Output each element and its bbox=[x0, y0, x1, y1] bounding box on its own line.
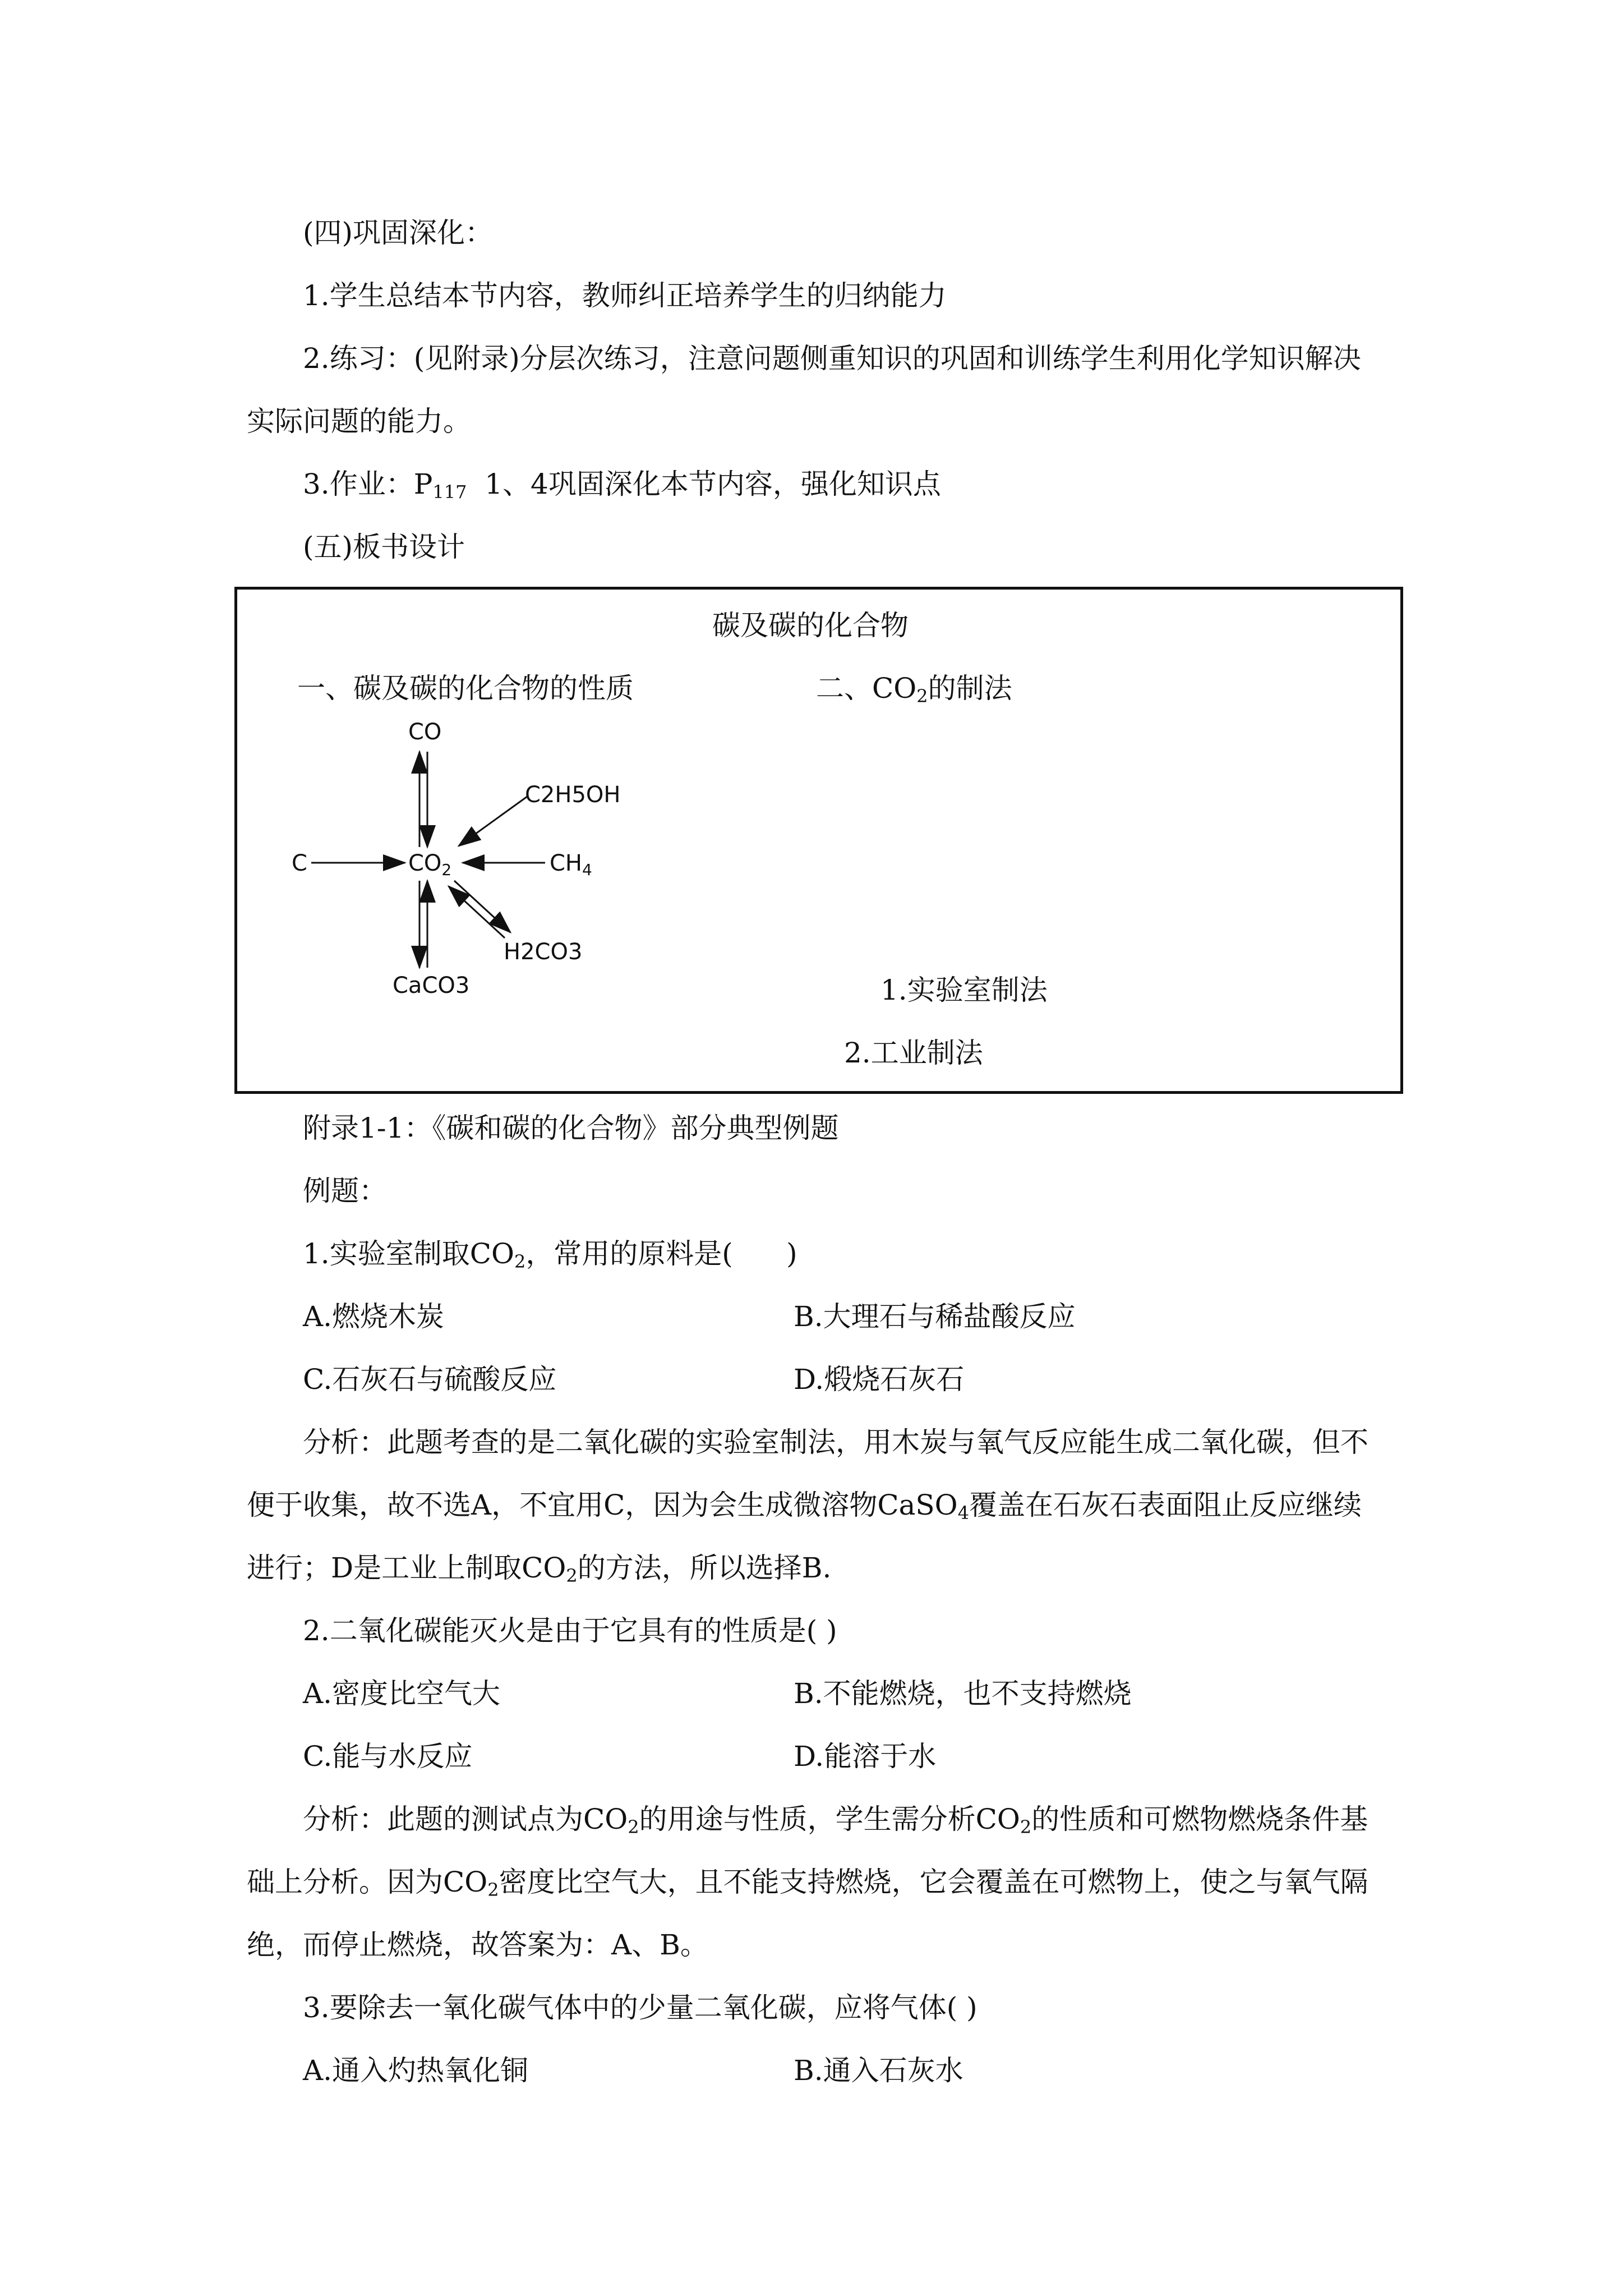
carbon-relation-diagram bbox=[280, 712, 662, 1004]
board-left-heading: 一、碳及碳的化合物的性质 bbox=[297, 672, 634, 705]
q2-option-c: C.能与水反应 bbox=[303, 1740, 473, 1773]
q1-analysis-line1: 分析：此题考查的是二氧化碳的实验室制法，用木炭与氧气反应能生成二氧化碳，但不 bbox=[303, 1426, 1368, 1458]
q1-stem: 1.实验室制取$CO_2$，常用的原料是( ) bbox=[303, 1237, 797, 1272]
q3-stem: 3.要除去一氧化碳气体中的少量二氧化碳，应将气体( ) bbox=[303, 1991, 978, 2024]
board-method2: 2.工业制法 bbox=[844, 1037, 983, 1069]
q2-analysis-line1: 分析：此题的测试点为$CO_2$的用途与性质，学生需分析$CO_2$的性质和可燃物燃烧条件基 bbox=[303, 1803, 1368, 1838]
board-method1: 1.实验室制法 bbox=[880, 974, 1048, 1006]
node-c2h5oh: C2H5OH bbox=[525, 782, 621, 808]
node-c: C bbox=[292, 850, 307, 876]
node-h2co3: H2CO3 bbox=[504, 939, 583, 965]
section4-item1: 1.学生总结本节内容，教师纠正培养学生的归纳能力 bbox=[303, 279, 947, 312]
section4-item2-line1: 2.练习：(见附录)分层次练习，注意问题侧重知识的巩固和训练学生利用化学知识解决 bbox=[303, 342, 1361, 375]
q1-analysis-line2: 便于收集，故不选A，不宜用C，因为会生成微溶物CaSO$_4$覆盖在石灰石表面阻止反应继续 bbox=[247, 1489, 1362, 1524]
board-title: 碳及碳的化合物 bbox=[712, 609, 909, 642]
q2-stem: 2.二氧化碳能灭火是由于它具有的性质是( ) bbox=[303, 1614, 837, 1647]
examples-label: 例题： bbox=[303, 1175, 387, 1207]
q1-analysis-line3: 进行；D是工业上制取$CO_2$的方法，所以选择B. bbox=[247, 1552, 832, 1586]
q1-option-b: B.大理石与稀盐酸反应 bbox=[794, 1300, 1076, 1333]
q2-option-b: B.不能燃烧，也不支持燃烧 bbox=[794, 1677, 1132, 1710]
appendix-title: 附录1-1：《碳和碳的化合物》部分典型例题 bbox=[303, 1112, 839, 1144]
q1-option-a: A.燃烧木炭 bbox=[303, 1300, 445, 1333]
node-ch4: $CH_4$ bbox=[550, 850, 592, 879]
q2-option-a: A.密度比空气大 bbox=[303, 1677, 501, 1710]
section4-item3: 3.作业：$P_{117}$ 1、4巩固深化本节内容，强化知识点 bbox=[303, 468, 941, 503]
q1-option-d: D.煅烧石灰石 bbox=[794, 1363, 965, 1396]
q2-analysis-line3: 绝，而停止燃烧，故答案为：A、B。 bbox=[247, 1929, 708, 1961]
q1-option-c: C.石灰石与硫酸反应 bbox=[303, 1363, 557, 1396]
section5-heading: (五)板书设计 bbox=[303, 531, 465, 563]
node-co2: $CO_2$ bbox=[408, 850, 452, 879]
q2-option-d: D.能溶于水 bbox=[794, 1740, 937, 1773]
section4-heading: (四)巩固深化： bbox=[303, 217, 494, 249]
node-caco3: CaCO3 bbox=[393, 973, 470, 999]
q3-option-b: B.通入石灰水 bbox=[794, 2054, 963, 2087]
q2-analysis-line2: 础上分析。因为$CO_2$密度比空气大，且不能支持燃烧，它会覆盖在可燃物上，使之与氧气隔 bbox=[247, 1866, 1368, 1901]
q3-option-a: A.通入灼热氧化铜 bbox=[303, 2054, 529, 2087]
section4-item2-line2: 实际问题的能力。 bbox=[247, 405, 471, 438]
board-right-heading: 二、$CO_2$的制法 bbox=[816, 672, 1012, 707]
node-co: CO bbox=[408, 719, 442, 745]
